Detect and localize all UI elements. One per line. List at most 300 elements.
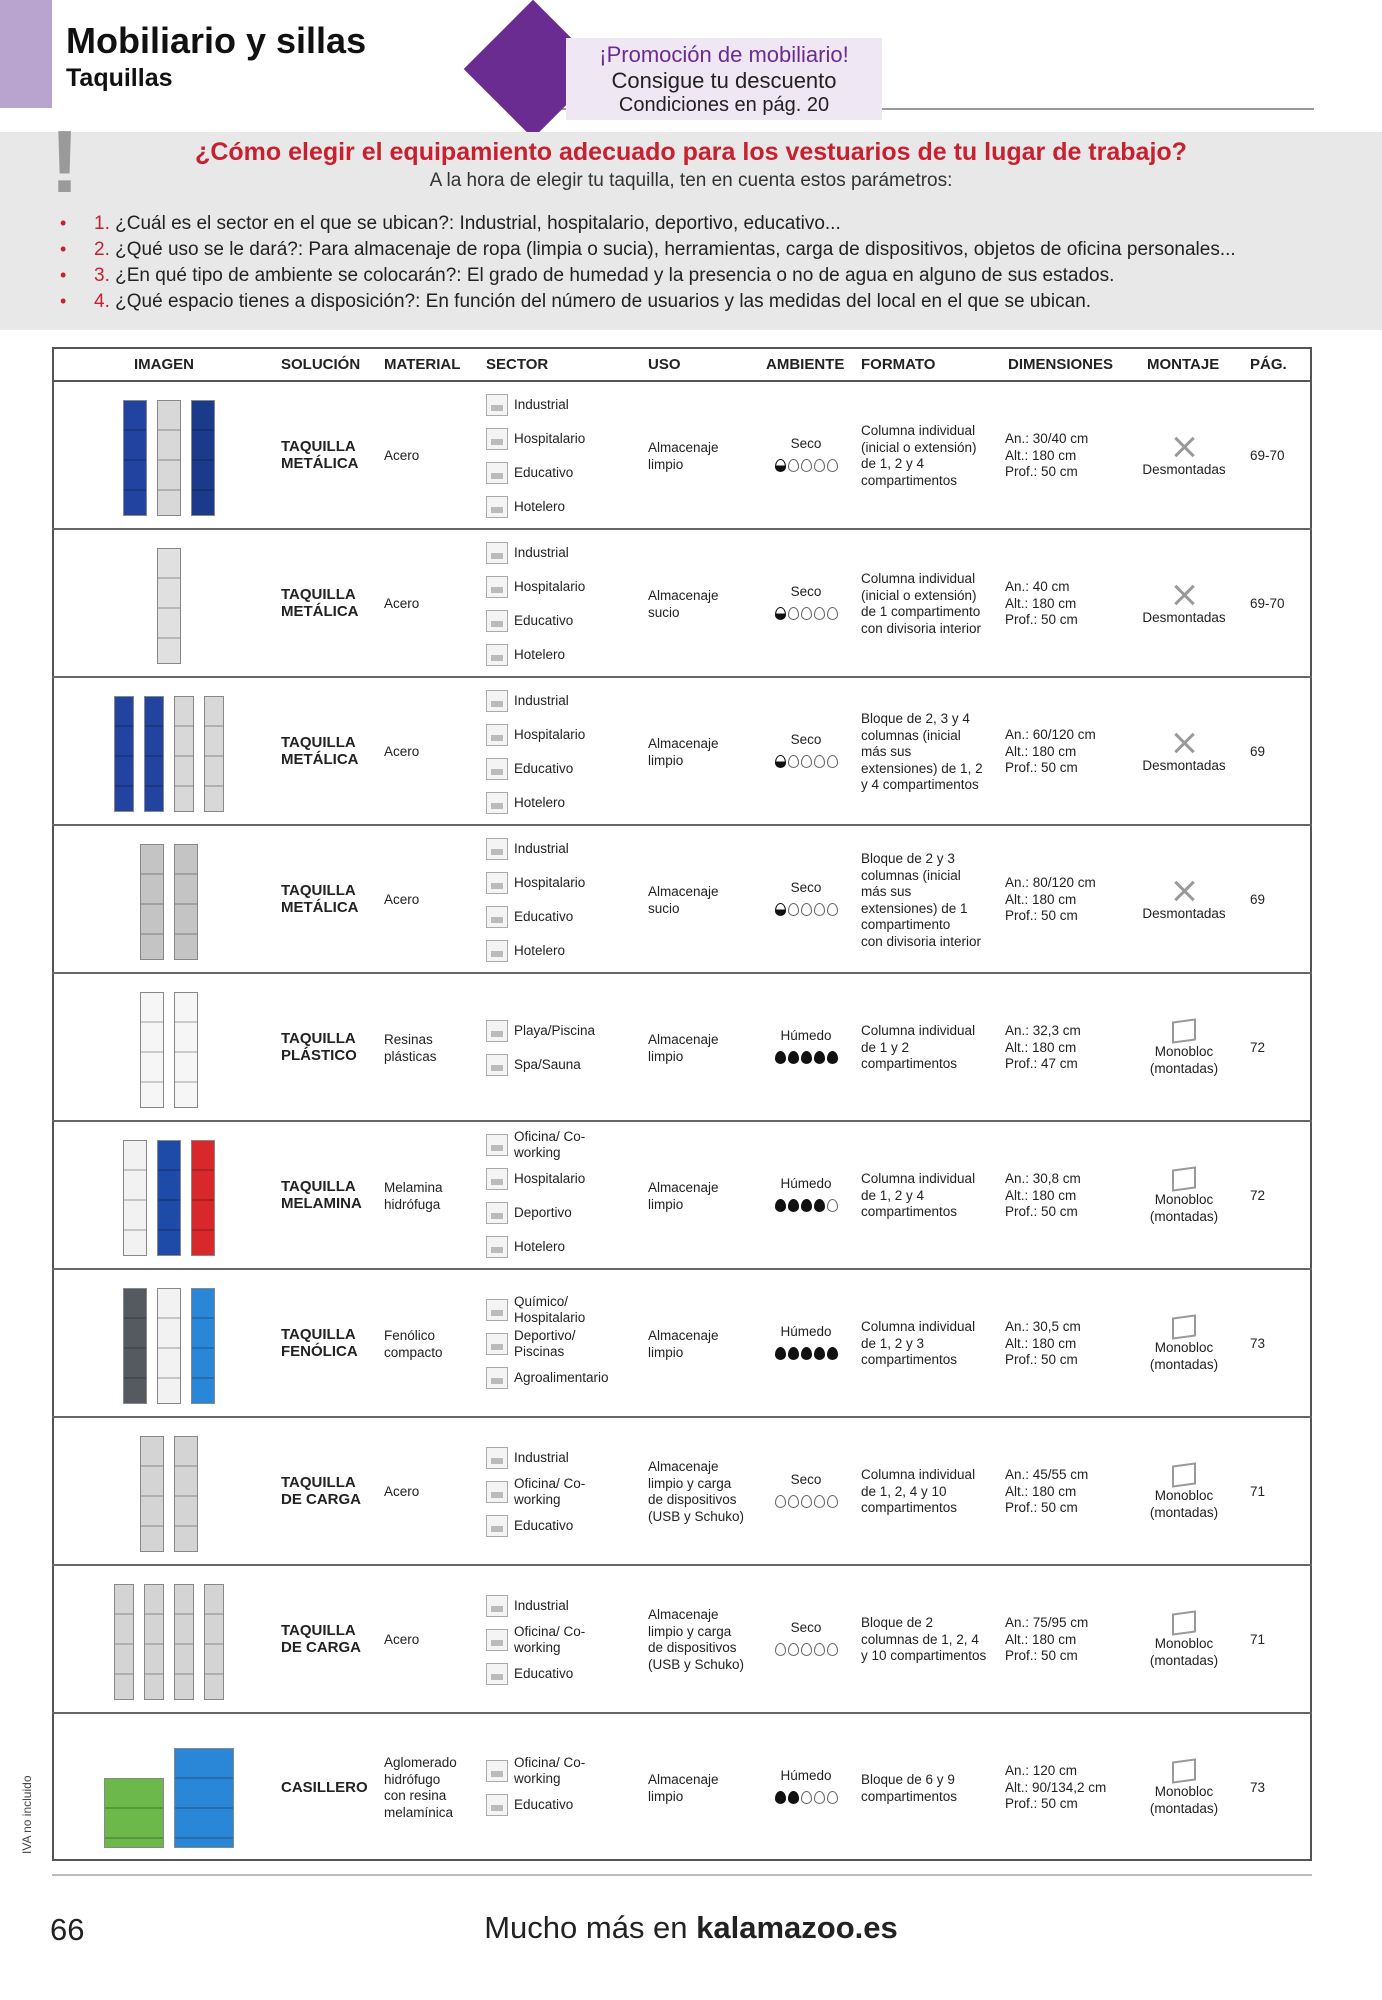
locker-image: [104, 1432, 234, 1552]
material-cell-line: Acero: [384, 1632, 420, 1647]
footer-text: [0, 1910, 1382, 1946]
ambiente-label: Seco: [790, 584, 822, 599]
material-cell: [384, 892, 474, 909]
promo-banner[interactable]: [566, 38, 882, 120]
formato-cell-line: compartimento: [861, 917, 951, 932]
humidity-rating: [766, 1051, 846, 1064]
sector-icon: [486, 542, 508, 564]
ambiente-cell: [766, 732, 846, 768]
material-cell-line: Resinas: [384, 1032, 433, 1047]
dimensiones-cell-line: Alt.: 180 cm: [1005, 1039, 1077, 1055]
formato-cell: [861, 423, 1001, 489]
col-header-pag: PÁG.: [1250, 356, 1287, 373]
sector-icon: [486, 1333, 508, 1355]
locker-column: [114, 696, 134, 812]
drop-icon: [814, 755, 825, 768]
drop-icon: [801, 607, 812, 620]
dimensiones-cell: [1005, 727, 1135, 777]
sector-item: [486, 786, 636, 820]
drop-icon: [801, 1051, 812, 1064]
promo-headline: ¡Promoción de mobiliario!: [599, 42, 849, 67]
uso-cell-line: limpio: [648, 1196, 684, 1212]
drop-icon: [814, 1199, 825, 1212]
formato-cell-line: y 10 compartimentos: [861, 1648, 987, 1663]
solution-line: TAQUILLA: [281, 1622, 356, 1639]
locker-column: [204, 696, 224, 812]
page-ref-link[interactable]: 71: [1250, 1484, 1266, 1499]
dimensiones-cell-line: Alt.: 180 cm: [1005, 595, 1077, 611]
sector-label: Oficina/ Co-working: [514, 1475, 586, 1507]
solution-line: MELAMINA: [281, 1194, 362, 1212]
param-text: ¿Qué uso se le dará?: Para almacenaje de ropa (limpia o sucia), herramientas, carga de dispositivos, objetos de oficina personales...: [115, 239, 1236, 260]
formato-cell-line: de 1, 2, 4 y 10: [861, 1483, 947, 1499]
material-cell: [384, 448, 474, 465]
param-item: [60, 236, 1236, 262]
solution-line: TAQUILLA: [281, 882, 356, 899]
table-row[interactable]: [52, 1566, 1312, 1714]
page-ref-link[interactable]: 69: [1250, 892, 1266, 907]
sector-item: [486, 866, 636, 900]
sector-item: [486, 1754, 636, 1788]
table-row[interactable]: [52, 974, 1312, 1122]
sector-item: [486, 1475, 636, 1509]
sector-label: Hotelero: [514, 942, 566, 958]
dimensiones-cell-line: An.: 30/40 cm: [1005, 431, 1089, 446]
col-header-material: MATERIAL: [384, 356, 461, 373]
sector-icon: [486, 1794, 508, 1816]
sector-label: Hotelero: [514, 498, 566, 514]
sector-item: [486, 718, 636, 752]
sector-item: [486, 490, 636, 524]
dimensiones-cell-line: An.: 120 cm: [1005, 1763, 1078, 1778]
dimensiones-cell: [1005, 1171, 1135, 1221]
drop-icon: [814, 1347, 825, 1360]
ambiente-cell: [766, 1620, 846, 1656]
disassembled-icon: [1171, 582, 1197, 608]
page-title: Mobiliario y sillas: [66, 20, 367, 61]
uso-cell-line: limpio: [648, 1344, 684, 1360]
sector-label: Químico/ Hospitalario: [514, 1293, 586, 1325]
dimensiones-cell-line: Alt.: 180 cm: [1005, 447, 1077, 463]
solution-line: TAQUILLA: [281, 586, 356, 603]
drop-icon: [788, 1495, 799, 1508]
monobloc-icon: [1172, 1610, 1196, 1635]
formato-cell-line: Columna individual: [861, 1023, 976, 1038]
ambiente-label: Húmedo: [780, 1768, 832, 1783]
formato-cell-line: columnas (inicial: [861, 867, 961, 883]
sector-item: [486, 1361, 636, 1395]
dimensiones-cell-line: An.: 30,5 cm: [1005, 1319, 1081, 1334]
param-text: ¿En qué tipo de ambiente se colocarán?: El grado de humedad y la presencia o no de agua en alguno de sus estados.: [115, 265, 1115, 286]
locker-image: [104, 544, 234, 664]
table-row[interactable]: [52, 1270, 1312, 1418]
material-cell: [384, 1180, 474, 1213]
dimensiones-cell-line: Prof.: 50 cm: [1005, 760, 1078, 775]
sector-cell: [486, 1589, 636, 1691]
col-header-ambiente: AMBIENTE: [766, 356, 845, 373]
drop-icon: [788, 1347, 799, 1360]
formato-cell-line: Bloque de 2 y 3: [861, 851, 955, 866]
page-ref-link[interactable]: 73: [1250, 1780, 1266, 1795]
formato-cell-line: con divisoria interior: [861, 933, 982, 949]
drop-icon: [788, 755, 799, 768]
locker-image: [104, 988, 234, 1108]
sector-item: [486, 1293, 636, 1327]
sector-cell: [486, 388, 636, 524]
ambiente-label: Seco: [790, 1620, 822, 1635]
drop-icon: [801, 459, 812, 472]
drop-icon: [775, 459, 786, 472]
uso-cell-line: Almacenaje: [648, 1032, 719, 1047]
uso-cell-line: sucio: [648, 900, 680, 916]
monobloc-icon: [1172, 1314, 1196, 1339]
material-cell: [384, 1632, 474, 1649]
formato-cell-line: de 1, 2 y 3: [861, 1335, 925, 1351]
uso-cell-line: limpio: [648, 456, 684, 472]
sector-cell: [486, 832, 636, 968]
locker-image: [104, 1284, 234, 1404]
section-tab: [0, 0, 52, 108]
montaje-label: Monobloc: [1154, 1044, 1214, 1059]
table-row[interactable]: [52, 530, 1312, 678]
montaje-label: (montadas): [1149, 1800, 1219, 1816]
sector-label: Educativo: [514, 1517, 574, 1533]
sector-label: Industrial: [514, 544, 569, 560]
material-cell-line: hidrófugo: [384, 1771, 441, 1787]
sector-item: [486, 1657, 636, 1691]
dimensiones-cell: [1005, 431, 1135, 481]
dimensiones-cell-line: Prof.: 50 cm: [1005, 1204, 1078, 1219]
sector-item: [486, 1162, 636, 1196]
formato-cell: [861, 1171, 1001, 1221]
ambiente-cell: [766, 880, 846, 916]
sector-label: Deportivo/ Piscinas: [514, 1327, 576, 1359]
drop-icon: [801, 1643, 812, 1656]
ambiente-cell: [766, 436, 846, 472]
drop-icon: [775, 1643, 786, 1656]
drop-icon: [814, 607, 825, 620]
montaje-cell: [1134, 1612, 1234, 1669]
solution-cell: [281, 1475, 371, 1508]
locker-column: [123, 1288, 147, 1404]
ambiente-label: Húmedo: [780, 1176, 832, 1191]
drop-icon: [827, 1051, 838, 1064]
locker-column: [157, 400, 181, 516]
param-text: ¿Qué espacio tienes a disposición?: En función del número de usuarios y las medidas del local en el que se ubican.: [115, 291, 1092, 312]
material-cell-line: hidrófuga: [384, 1196, 441, 1212]
sector-icon: [486, 838, 508, 860]
sector-label: Hospitalario: [514, 1170, 586, 1186]
material-cell: [384, 1484, 474, 1501]
locker-column: [140, 844, 164, 960]
montaje-label: (montadas): [1149, 1356, 1219, 1372]
formato-cell-line: compartimentos: [861, 1056, 958, 1071]
info-intro: A la hora de elegir tu taquilla, ten en cuenta estos parámetros:: [429, 170, 953, 191]
solution-line: TAQUILLA: [281, 1030, 356, 1047]
material-cell-line: compacto: [384, 1344, 443, 1360]
solution-cell: [281, 1031, 371, 1064]
sector-item: [486, 900, 636, 934]
sector-cell: [486, 1014, 636, 1082]
promo-text: Consigue tu descuento: [611, 68, 837, 93]
formato-cell-line: compartimentos: [861, 472, 958, 488]
sector-label: Oficina/ Co-working: [514, 1623, 586, 1655]
drop-icon: [814, 1791, 825, 1804]
uso-cell-line: limpio: [648, 752, 684, 768]
page-ref-link[interactable]: 69-70: [1250, 596, 1285, 611]
drop-icon: [775, 755, 786, 768]
dimensiones-cell-line: Alt.: 180 cm: [1005, 891, 1077, 907]
param-item: [60, 262, 1236, 288]
uso-cell-line: Almacenaje: [648, 1607, 719, 1622]
page-ref-link[interactable]: 71: [1250, 1632, 1266, 1647]
formato-cell-line: Columna individual: [861, 1467, 976, 1482]
table-row[interactable]: [52, 1418, 1312, 1566]
sector-item: [486, 1623, 636, 1657]
sector-icon: [486, 792, 508, 814]
formato-cell-line: extensiones) de 1, 2: [861, 760, 983, 776]
dimensiones-cell-line: An.: 80/120 cm: [1005, 875, 1096, 890]
humidity-rating: [766, 1495, 846, 1508]
solution-line: TAQUILLA: [281, 734, 356, 751]
footer-brand-link[interactable]: kalamazoo.es: [696, 1910, 898, 1945]
table-row[interactable]: [52, 1122, 1312, 1270]
montaje-cell: [1134, 1760, 1234, 1817]
drop-icon: [788, 903, 799, 916]
sector-item: [486, 638, 636, 672]
sector-label: Oficina/ Co-working: [514, 1754, 586, 1786]
material-cell-line: Acero: [384, 596, 420, 611]
material-cell: [384, 1032, 474, 1065]
sector-cell: [486, 536, 636, 672]
formato-cell-line: Bloque de 2, 3 y 4: [861, 711, 970, 726]
uso-cell-line: Almacenaje: [648, 588, 719, 603]
locker-image: [104, 840, 234, 960]
uso-cell-line: (USB y Schuko): [648, 1508, 745, 1524]
dimensiones-cell-line: An.: 45/55 cm: [1005, 1467, 1089, 1482]
sector-item: [486, 388, 636, 422]
col-header-dimensiones: DIMENSIONES: [1008, 356, 1114, 373]
monobloc-icon: [1172, 1166, 1196, 1191]
disassembled-icon: [1171, 878, 1197, 904]
monobloc-icon: [1172, 1018, 1196, 1043]
sector-icon: [486, 1054, 508, 1076]
material-cell-line: plásticas: [384, 1048, 437, 1064]
sector-item: [486, 1014, 636, 1048]
montaje-label: (montadas): [1149, 1060, 1219, 1076]
locker-column: [174, 696, 194, 812]
uso-cell: [648, 1328, 748, 1361]
formato-cell-line: Bloque de 6 y 9: [861, 1772, 955, 1787]
locker-column: [191, 1140, 215, 1256]
montaje-label: (montadas): [1149, 1208, 1219, 1224]
ambiente-cell: [766, 1324, 846, 1360]
drop-icon: [775, 1199, 786, 1212]
table-row[interactable]: [52, 678, 1312, 826]
formato-cell-line: columnas (inicial: [861, 727, 961, 743]
sector-icon: [486, 690, 508, 712]
dimensiones-cell-line: Alt.: 180 cm: [1005, 1631, 1077, 1647]
formato-cell-line: columnas de 1, 2, 4: [861, 1631, 979, 1647]
drop-icon: [814, 1643, 825, 1656]
solution-line: METÁLICA: [281, 750, 359, 768]
formato-cell-line: (inicial o extensión): [861, 587, 977, 603]
drop-icon: [801, 1347, 812, 1360]
locker-column: [174, 1436, 198, 1552]
montaje-label: Monobloc: [1154, 1192, 1214, 1207]
sector-label: Spa/Sauna: [514, 1056, 581, 1072]
uso-cell-line: Almacenaje: [648, 440, 719, 455]
locker-image: [104, 396, 234, 516]
sector-icon: [486, 1447, 508, 1469]
dimensiones-cell-line: Prof.: 50 cm: [1005, 1796, 1078, 1811]
dimensiones-cell-line: Alt.: 180 cm: [1005, 1187, 1077, 1203]
uso-cell-line: limpio y carga: [648, 1475, 732, 1491]
sector-label: Oficina/ Co-working: [514, 1128, 586, 1160]
sector-label: Industrial: [514, 840, 569, 856]
drop-icon: [788, 607, 799, 620]
formato-cell-line: Columna individual: [861, 423, 976, 438]
dimensiones-cell-line: An.: 32,3 cm: [1005, 1023, 1081, 1038]
solution-cell: [281, 439, 371, 472]
param-number: 4.: [94, 291, 110, 312]
formato-cell-line: de 1 y 2: [861, 1039, 910, 1055]
uso-cell: [648, 884, 748, 917]
dimensiones-cell: [1005, 1763, 1135, 1813]
locker-column: [123, 1140, 147, 1256]
sector-label: Industrial: [514, 1597, 569, 1613]
sector-item: [486, 604, 636, 638]
ambiente-label: Húmedo: [780, 1028, 832, 1043]
locker-column: [114, 1584, 134, 1700]
locker-column: [204, 1584, 224, 1700]
solution-line: TAQUILLA: [281, 1178, 356, 1195]
ambiente-cell: [766, 1768, 846, 1804]
page-ref-link[interactable]: 73: [1250, 1336, 1266, 1351]
sector-label: Hotelero: [514, 794, 566, 810]
formato-cell-line: Bloque de 2: [861, 1615, 934, 1630]
solution-cell: [281, 1179, 371, 1212]
locker-column: [191, 1288, 215, 1404]
montaje-label: Desmontadas: [1142, 610, 1226, 625]
sector-label: Industrial: [514, 1449, 569, 1465]
bullet-icon: •: [60, 291, 67, 311]
sector-label: Hospitalario: [514, 430, 586, 446]
formato-cell-line: compartimentos: [861, 1352, 958, 1367]
page-ref-link[interactable]: 69-70: [1250, 448, 1285, 463]
dimensiones-cell-line: Prof.: 50 cm: [1005, 464, 1078, 479]
solution-line: DE CARGA: [281, 1490, 362, 1508]
material-cell-line: Acero: [384, 448, 420, 463]
dimensiones-cell: [1005, 1467, 1135, 1517]
param-text: ¿Cuál es el sector en el que se ubican?: Industrial, hospitalario, deportivo, educativo...: [115, 213, 841, 234]
drop-icon: [775, 1347, 786, 1360]
drop-icon: [775, 903, 786, 916]
bullet-icon: •: [60, 265, 67, 285]
sector-item: [486, 570, 636, 604]
dimensiones-cell-line: Prof.: 50 cm: [1005, 1352, 1078, 1367]
drop-icon: [827, 1495, 838, 1508]
page-ref-link[interactable]: 69: [1250, 744, 1266, 759]
sector-icon: [486, 1020, 508, 1042]
drop-icon: [827, 755, 838, 768]
sector-icon: [486, 940, 508, 962]
locker-column: [157, 1288, 181, 1404]
locker-column: [140, 992, 164, 1108]
locker-column: [157, 1140, 181, 1256]
param-item: [60, 288, 1236, 314]
dimensiones-cell: [1005, 579, 1135, 629]
sector-item: [486, 1589, 636, 1623]
col-header-solucion: SOLUCIÓN: [281, 356, 361, 373]
formato-cell: [861, 1319, 1001, 1369]
material-cell-line: Fenólico: [384, 1328, 436, 1343]
material-cell-line: Melamina: [384, 1180, 443, 1195]
info-question: ¿Cómo elegir el equipamiento adecuado para los vestuarios de tu lugar de trabajo?: [195, 138, 1187, 166]
montaje-label: Monobloc: [1154, 1340, 1214, 1355]
montaje-label: Monobloc: [1154, 1784, 1214, 1799]
solution-line: TAQUILLA: [281, 1474, 356, 1491]
formato-cell: [861, 711, 1001, 794]
humidity-rating: [766, 755, 846, 768]
solution-cell: [281, 883, 371, 916]
humidity-rating: [766, 1347, 846, 1360]
sector-icon: [486, 1663, 508, 1685]
locker-column: [174, 1748, 234, 1848]
ambiente-label: Seco: [790, 436, 822, 451]
drop-icon: [827, 1791, 838, 1804]
dimensiones-cell: [1005, 1319, 1135, 1369]
drop-icon: [788, 1791, 799, 1804]
dimensiones-cell: [1005, 1023, 1135, 1073]
formato-cell-line: más sus: [861, 744, 912, 759]
table-row[interactable]: [52, 826, 1312, 974]
sector-cell: [486, 1754, 636, 1822]
material-cell-line: Acero: [384, 1484, 420, 1499]
page-ref-link[interactable]: 72: [1250, 1040, 1266, 1055]
material-cell-line: Acero: [384, 744, 420, 759]
locker-column: [144, 696, 164, 812]
formato-cell-line: compartimentos: [861, 1500, 958, 1515]
page-ref-link[interactable]: 72: [1250, 1188, 1266, 1203]
drop-icon: [788, 1643, 799, 1656]
locker-image: [104, 1136, 234, 1256]
material-cell: [384, 596, 474, 613]
sector-item: [486, 1441, 636, 1475]
locker-column: [140, 1436, 164, 1552]
dimensiones-cell-line: An.: 40 cm: [1005, 579, 1070, 594]
sector-label: Educativo: [514, 760, 574, 776]
sector-icon: [486, 610, 508, 632]
col-header-imagen: IMAGEN: [134, 356, 194, 373]
sector-icon: [486, 576, 508, 598]
montaje-label: (montadas): [1149, 1504, 1219, 1520]
sector-icon: [486, 906, 508, 928]
locker-column: [191, 400, 215, 516]
solution-line: DE CARGA: [281, 1638, 362, 1656]
sector-item: [486, 832, 636, 866]
montaje-label: Desmontadas: [1142, 462, 1226, 477]
table-row[interactable]: [52, 382, 1312, 530]
dimensiones-cell-line: Prof.: 50 cm: [1005, 1500, 1078, 1515]
dimensiones-cell-line: Alt.: 180 cm: [1005, 1335, 1077, 1351]
sector-item: [486, 536, 636, 570]
sector-item: [486, 1048, 636, 1082]
dimensiones-cell-line: Alt.: 180 cm: [1005, 1483, 1077, 1499]
table-row[interactable]: [52, 1714, 1312, 1862]
formato-cell-line: con divisoria interior: [861, 620, 982, 636]
uso-cell-line: limpio: [648, 1048, 684, 1064]
